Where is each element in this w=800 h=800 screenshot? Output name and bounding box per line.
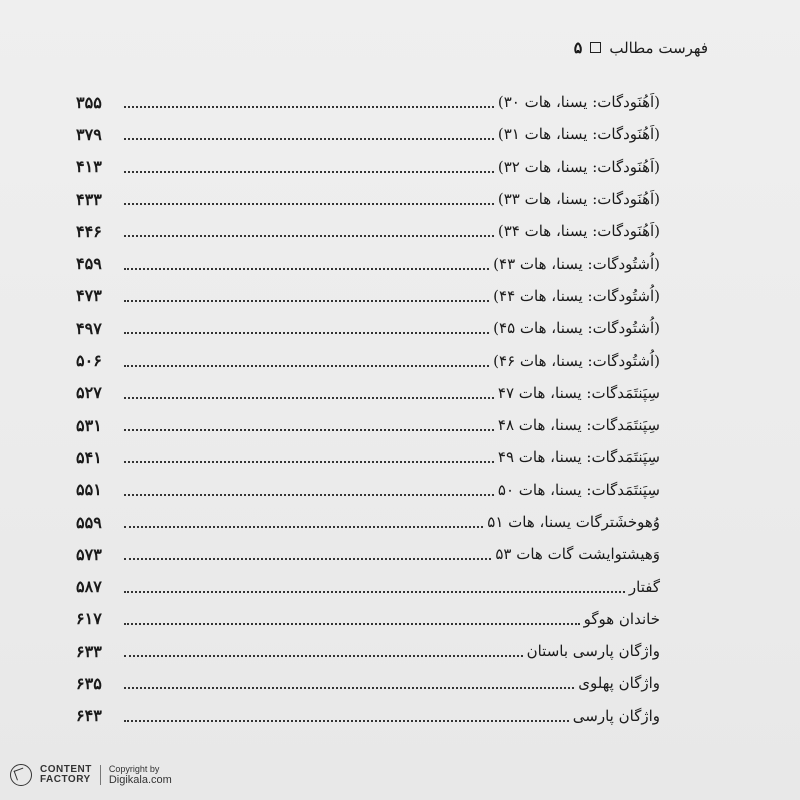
toc-entry-title: گفتار bbox=[628, 577, 660, 596]
watermark-credit bbox=[109, 764, 172, 786]
toc-entry-title: وُهوخشَترگات یسنا، هات ۵۱ bbox=[487, 513, 660, 531]
dot-leader bbox=[124, 623, 580, 625]
toc-entry bbox=[76, 86, 660, 118]
toc-entry-page: ۵۵۱ bbox=[76, 480, 102, 500]
dot-leader bbox=[124, 268, 489, 270]
toc-entry-page: ۵۰۶ bbox=[76, 351, 102, 371]
dot-leader bbox=[124, 720, 569, 722]
toc-entry-title: (اُشتُودگات: یسنا، هات ۴۳) bbox=[493, 254, 660, 273]
dot-leader bbox=[124, 365, 489, 367]
header-title: فهرست مطالب bbox=[609, 38, 708, 57]
dot-leader bbox=[124, 235, 494, 237]
watermark-brand-line1: CONTENT bbox=[40, 764, 92, 775]
watermark-credit-line1: Copyright by bbox=[108, 764, 160, 774]
toc-entry bbox=[76, 506, 660, 538]
toc-entry bbox=[76, 635, 660, 667]
page-header bbox=[574, 38, 708, 57]
toc-entry-title: واژگان پارسی باستان bbox=[526, 642, 660, 661]
toc-entry bbox=[76, 700, 660, 732]
toc-entry-page: ۴۴۶ bbox=[76, 221, 102, 241]
dot-leader bbox=[124, 106, 494, 108]
toc-entry-title: (اُشتُودگات: یسنا، هات ۴۴) bbox=[493, 286, 660, 305]
toc-entry-title: (اَهُنَودگات: یسنا، هات ۳۳) bbox=[497, 190, 660, 209]
toc-entry bbox=[76, 151, 660, 183]
toc-entry bbox=[76, 603, 660, 635]
toc-entry-page: ۶۳۳ bbox=[76, 641, 102, 661]
toc-entry-title: سِپَنتَمَدگات: یسنا، هات ۴۷ bbox=[497, 383, 660, 402]
toc-entry bbox=[76, 215, 660, 247]
toc-entry-page: ۵۵۹ bbox=[76, 512, 102, 532]
toc-entry-page: ۴۷۳ bbox=[76, 286, 102, 306]
toc-entry-title: وَهیشتوایشت گات هات ۵۳ bbox=[495, 545, 660, 564]
toc-entry bbox=[76, 377, 660, 409]
toc-entry-page: ۵۸۷ bbox=[76, 577, 102, 597]
dot-leader bbox=[124, 138, 494, 140]
dot-leader bbox=[124, 526, 483, 528]
toc-entry bbox=[76, 280, 660, 312]
toc-entry bbox=[76, 538, 660, 570]
toc-entry-page: ۶۱۷ bbox=[76, 609, 102, 629]
square-ornament-icon bbox=[590, 42, 601, 53]
dot-leader bbox=[124, 558, 491, 560]
toc-entry-page: ۶۳۵ bbox=[76, 673, 102, 693]
toc-entry-page: ۶۴۳ bbox=[76, 706, 102, 726]
toc-entry-title: سِپَنتَمَدگات: یسنا، هات ۴۸ bbox=[497, 416, 660, 435]
watermark-divider bbox=[100, 765, 101, 785]
toc-entry-page: ۵۳۱ bbox=[76, 415, 102, 435]
dot-leader bbox=[124, 687, 574, 689]
toc-entry bbox=[76, 118, 660, 150]
toc-entry-title: (اَهُنَودگات: یسنا، هات ۳۱) bbox=[497, 125, 660, 144]
dot-leader bbox=[124, 397, 494, 399]
toc-entry-title: (اَهُنَودگات: یسنا، هات ۳۴) bbox=[497, 222, 660, 241]
watermark-credit-line2: Digikala.com bbox=[108, 774, 172, 786]
toc-entry-page: ۴۱۳ bbox=[76, 157, 102, 177]
watermark-brand bbox=[40, 765, 92, 785]
toc-entry bbox=[76, 474, 660, 506]
toc-entry-title: واژگان پارسی bbox=[572, 706, 660, 725]
table-of-contents bbox=[76, 86, 660, 732]
content-factory-watermark bbox=[10, 764, 172, 786]
toc-entry-title: خاندان هوگو bbox=[583, 609, 660, 628]
toc-entry-title: (اُشتُودگات: یسنا، هات ۴۶) bbox=[493, 351, 660, 370]
toc-entry-title: (اَهُنَودگات: یسنا، هات ۳۲) bbox=[497, 157, 660, 176]
dot-leader bbox=[124, 655, 523, 657]
toc-entry-page: ۳۵۵ bbox=[76, 92, 102, 112]
toc-entry-page: ۵۴۱ bbox=[76, 447, 102, 467]
dot-leader bbox=[124, 300, 489, 302]
toc-entry-page: ۵۲۷ bbox=[76, 383, 102, 403]
content-factory-logo-icon bbox=[10, 764, 32, 786]
toc-entry bbox=[76, 247, 660, 279]
toc-entry bbox=[76, 667, 660, 699]
dot-leader bbox=[124, 461, 494, 463]
toc-entry-page: ۴۵۹ bbox=[76, 254, 102, 274]
toc-entry bbox=[76, 183, 660, 215]
watermark-brand-line2: FACTORY bbox=[40, 774, 91, 785]
toc-entry-page: ۳۷۹ bbox=[76, 124, 102, 144]
dot-leader bbox=[124, 332, 489, 334]
toc-entry-page: ۵۷۳ bbox=[76, 544, 102, 564]
dot-leader bbox=[124, 494, 494, 496]
toc-entry bbox=[76, 441, 660, 473]
toc-entry-page: ۴۹۷ bbox=[76, 318, 102, 338]
toc-entry-page: ۴۳۳ bbox=[76, 189, 102, 209]
toc-entry bbox=[76, 312, 660, 344]
toc-entry bbox=[76, 409, 660, 441]
toc-entry-title: (اَهُنَودگات: یسنا، هات ۳۰) bbox=[497, 93, 660, 112]
toc-entry-title: (اُشتُودگات: یسنا، هات ۴۵) bbox=[493, 319, 660, 338]
dot-leader bbox=[124, 171, 494, 173]
dot-leader bbox=[124, 203, 494, 205]
toc-entry-title: واژگان پهلوی bbox=[578, 674, 660, 693]
toc-entry bbox=[76, 570, 660, 602]
toc-entry-title: سِپَنتَمَدگات: یسنا، هات ۵۰ bbox=[497, 480, 660, 499]
header-page-number: ۵ bbox=[573, 38, 583, 57]
toc-entry bbox=[76, 344, 660, 376]
dot-leader bbox=[124, 429, 494, 431]
dot-leader bbox=[124, 591, 625, 593]
toc-entry-title: سِپَنتَمَدگات: یسنا، هات ۴۹ bbox=[497, 448, 660, 467]
